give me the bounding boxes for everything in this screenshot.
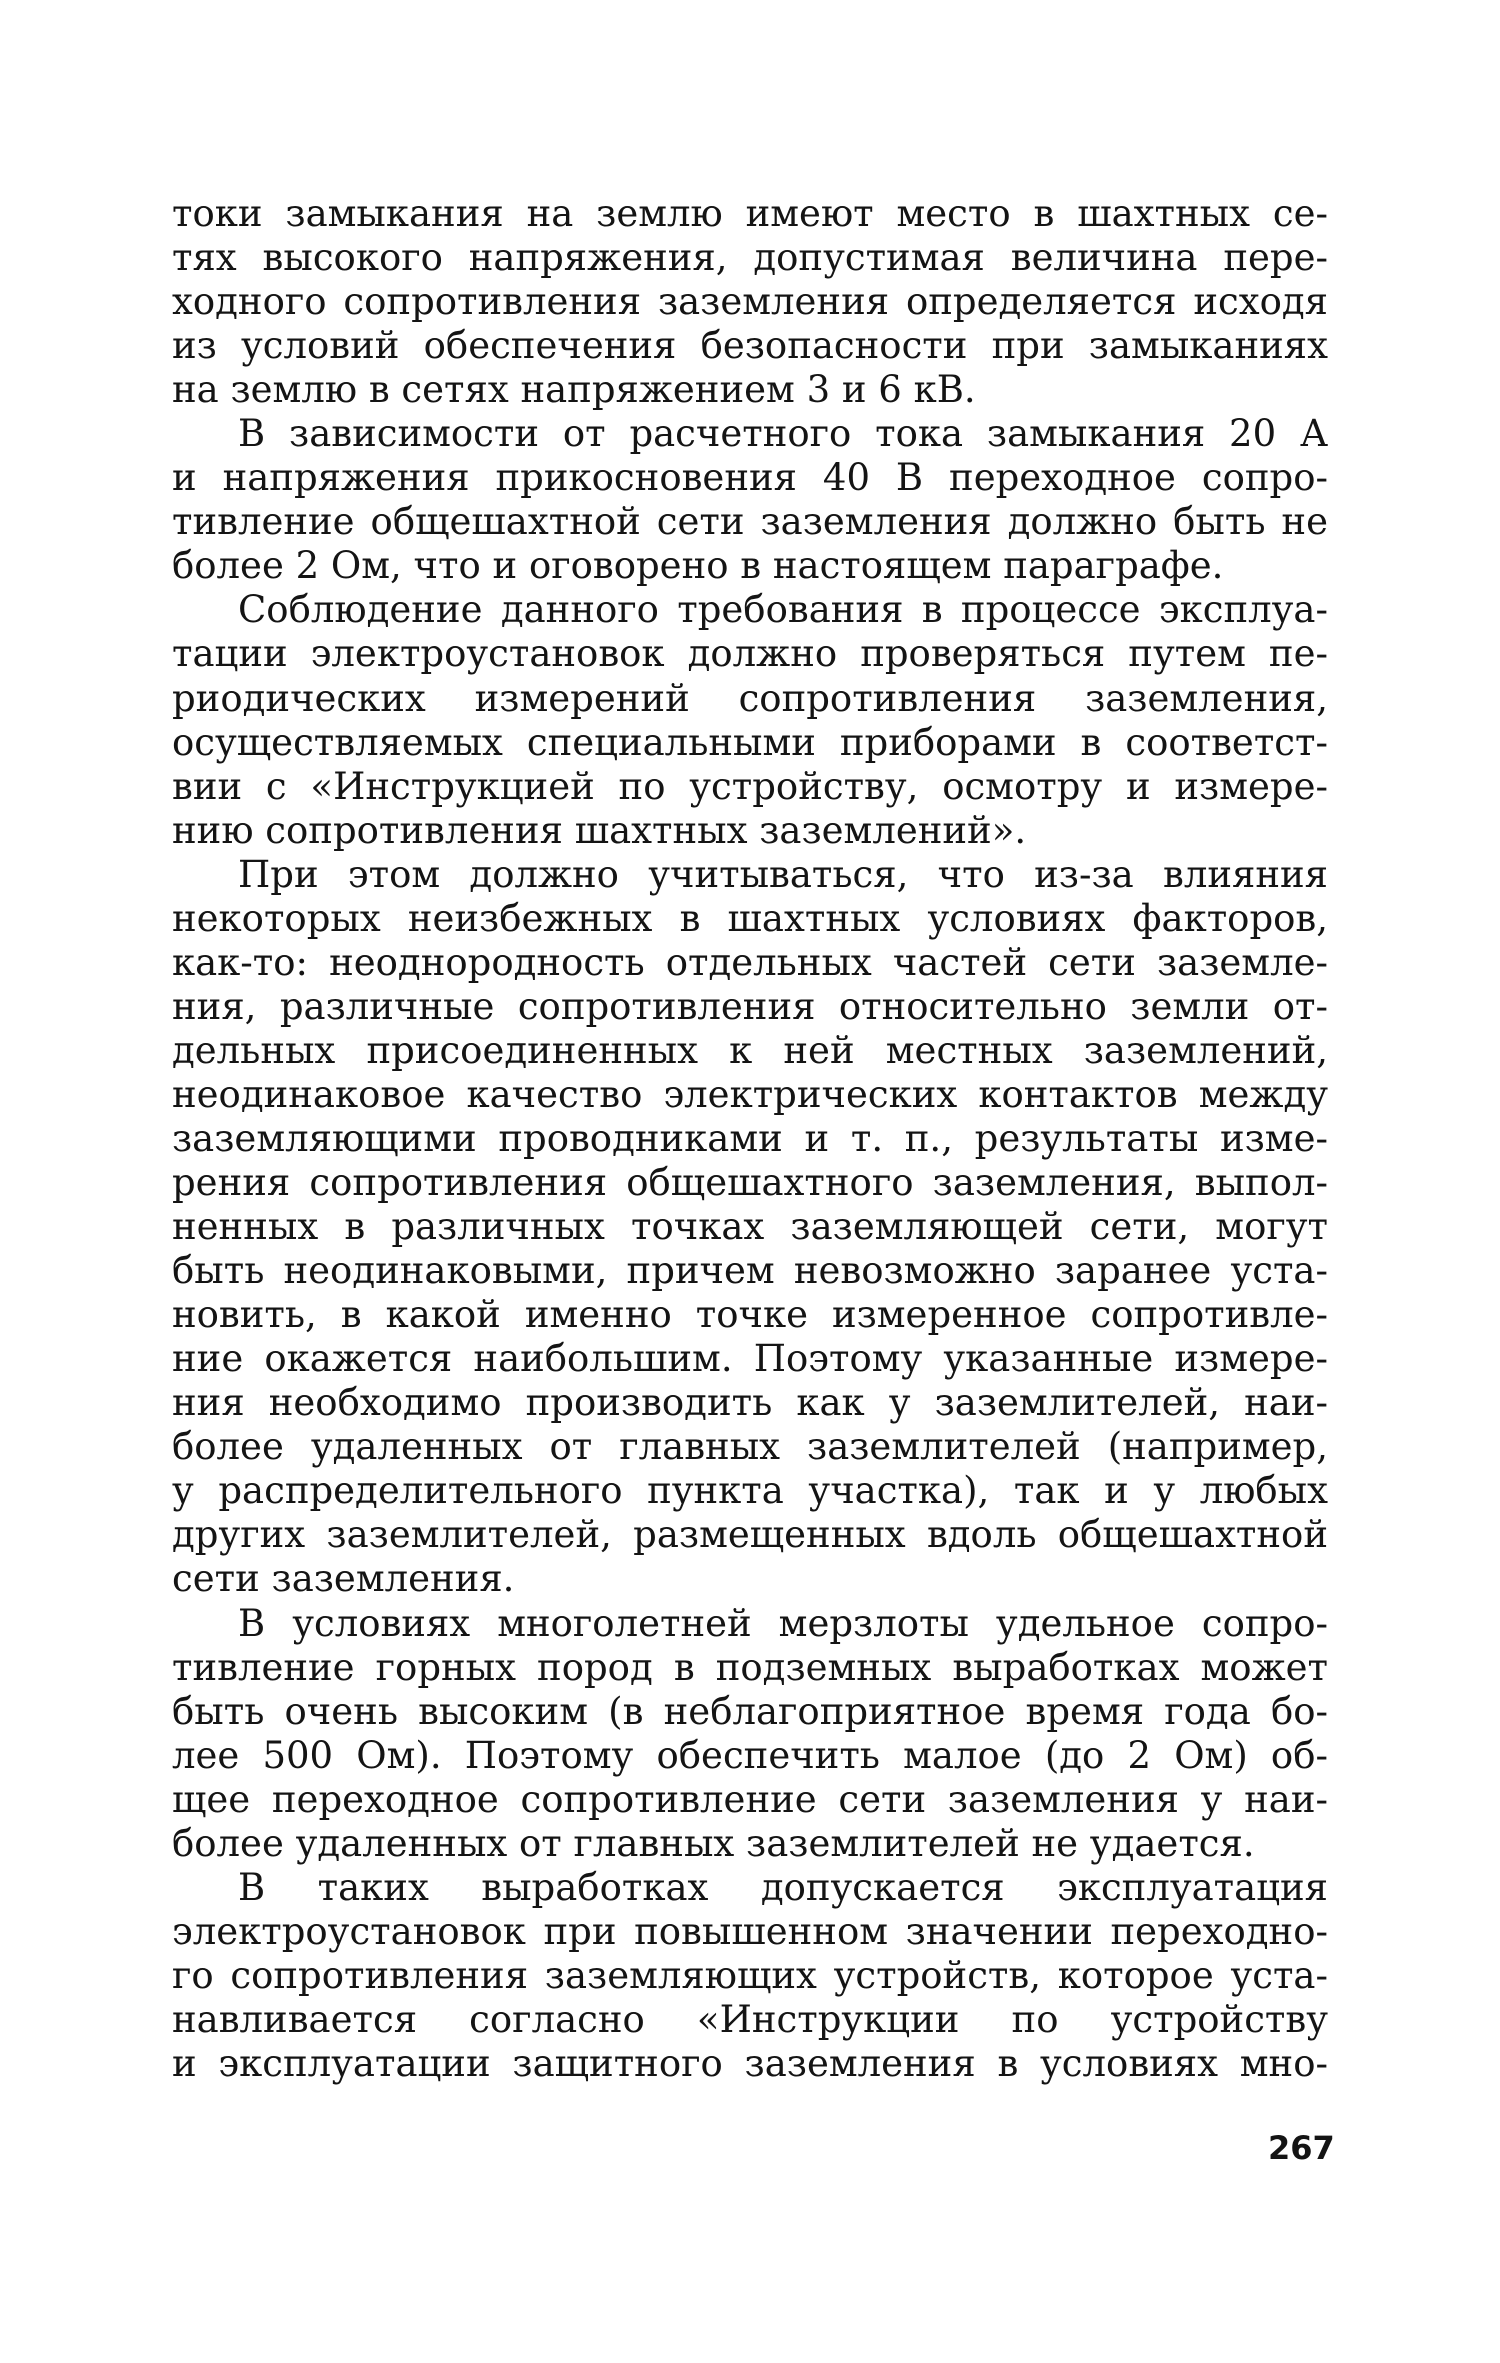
text-line: ненных в различных точках заземляющей сети, могут [172,1205,1328,1249]
text-line: При этом должно учитываться, что из-за влияния [238,852,1328,896]
text-line: более удаленных от главных заземлителей (например, [172,1425,1328,1469]
text-line: и эксплуатации защитного заземления в условиях мно- [172,2041,1328,2085]
text-line: некоторых неизбежных в шахтных условиях факторов, [172,896,1328,940]
text-line: тях высокого напряжения, допустимая величина пере- [172,236,1328,280]
text-line: электроустановок при повышенном значении переходно- [172,1909,1328,1953]
paragraph-increased-resistance [172,1866,1328,2086]
text-line: ходного сопротивления заземления определяется исходя [172,280,1328,324]
text-line: на землю в сетях напряжением 3 и 6 кВ. [172,368,976,412]
text-line: Соблюдение данного требования в процессе эксплуа- [238,588,1328,632]
text-line: В зависимости от расчетного тока замыкания 20 А [238,412,1328,456]
text-line: более 2 Ом, что и оговорено в настоящем параграфе. [172,544,1224,588]
text-line: осуществляемых специальными приборами в соответст- [172,720,1328,764]
text-line: у распределительного пункта участка), так и у любых [172,1469,1328,1513]
paragraph-resistance-limit [172,412,1328,588]
text-line: риодических измерений сопротивления заземления, [172,676,1328,720]
text-line: из условий обеспечения безопасности при замыканиях [172,324,1328,368]
text-line: В таких выработках допускается эксплуатация [238,1865,1328,1909]
text-line: как-то: неоднородность отдельных частей сети заземле- [172,940,1328,984]
text-line: дельных присоединенных к ней местных заземлений, [172,1028,1328,1072]
text-line: го сопротивления заземляющих устройств, которое уста- [172,1953,1328,1997]
text-line: токи замыкания на землю имеют место в шахтных се- [172,192,1328,235]
text-line: неодинаковое качество электрических контактов между [172,1072,1328,1116]
text-line: новить, в какой именно точке измеренное сопротивле- [172,1293,1328,1337]
text-line: навливается согласно «Инструкции по устройству [172,1997,1328,2041]
text-line: более удаленных от главных заземлителей не удается. [172,1821,1255,1865]
text-line: рения сопротивления общешахтного заземления, выпол- [172,1161,1328,1205]
text-line: нию сопротивления шахтных заземлений». [172,808,1027,852]
text-line: тации электроустановок должно проверяться путем пе- [172,632,1328,676]
text-line: тивление горных пород в подземных выработках может [172,1645,1328,1689]
paragraph-permafrost [172,1602,1328,1866]
text-line: ния необходимо производить как у заземлителей, наи- [172,1381,1328,1425]
body-text [172,192,1328,2086]
paragraph-continuation [172,192,1328,412]
text-line: щее переходное сопротивление сети заземления у наи- [172,1777,1328,1821]
paragraph-measurement-points [172,853,1328,1602]
text-line: ния, различные сопротивления относительно земли от- [172,984,1328,1028]
text-line: сети заземления. [172,1557,515,1601]
paragraph-periodic-measurements [172,588,1328,852]
text-line: тивление общешахтной сети заземления должно быть не [172,500,1328,544]
text-line: ние окажется наибольшим. Поэтому указанные измере- [172,1337,1328,1381]
text-line: других заземлителей, размещенных вдоль общешахтной [172,1513,1328,1557]
text-line: лее 500 Ом). Поэтому обеспечить малое (до 2 Ом) об- [172,1733,1328,1777]
text-line: В условиях многолетней мерзлоты удельное сопро- [238,1601,1328,1645]
text-line: вии с «Инструкцией по устройству, осмотру и измере- [172,764,1328,808]
text-line: быть очень высоким (в неблагоприятное время года бо- [172,1689,1328,1733]
text-line: заземляющими проводниками и т. п., результаты изме- [172,1116,1328,1160]
text-line: быть неодинаковыми, причем невозможно заранее уста- [172,1249,1328,1293]
page-number: 267 [1268,2129,1335,2167]
text-line: и напряжения прикосновения 40 В переходное сопро- [172,456,1328,500]
